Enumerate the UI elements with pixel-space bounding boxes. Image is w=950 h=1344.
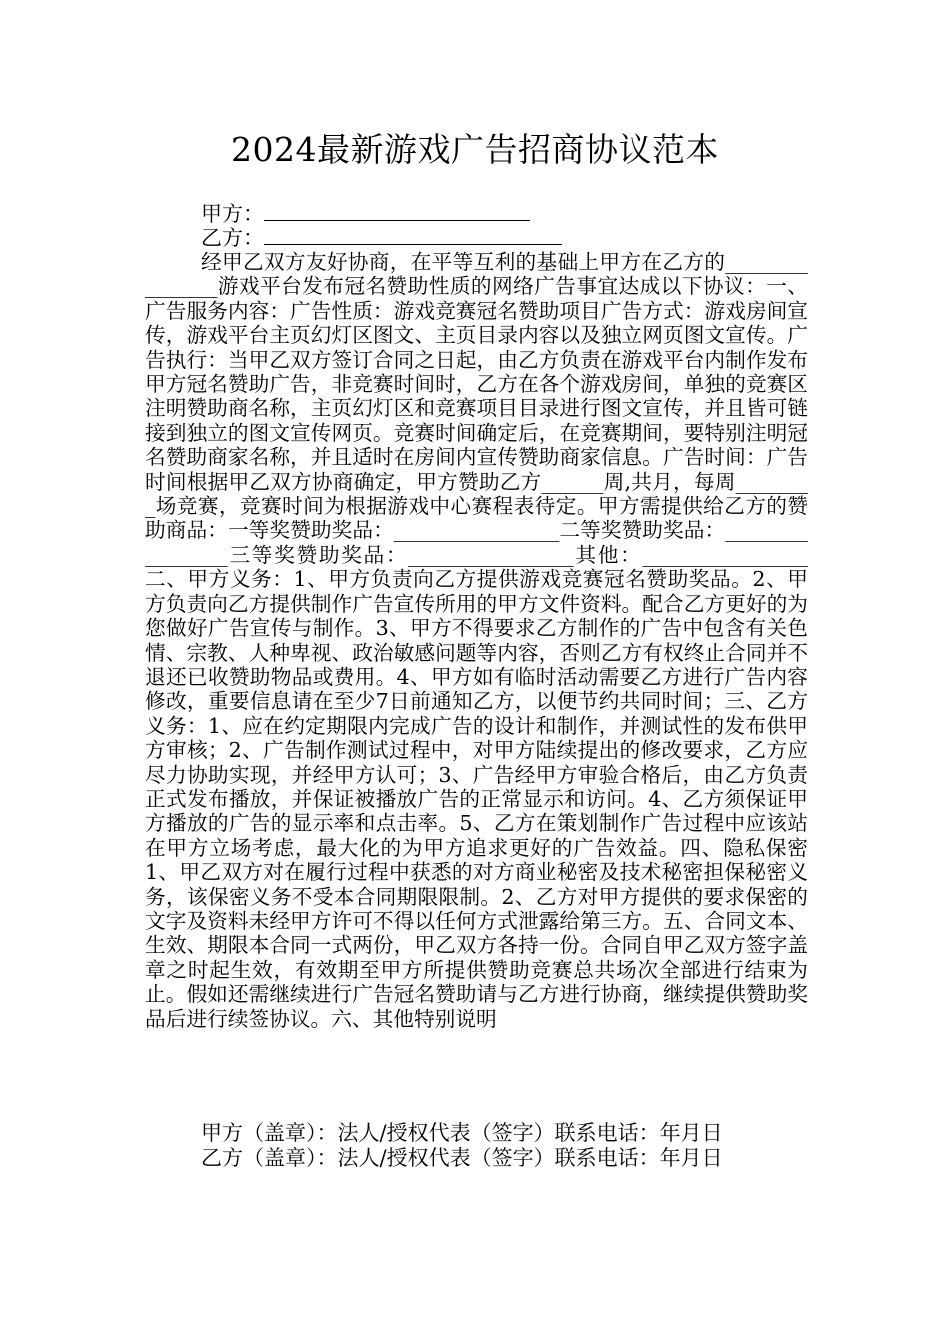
signature-line-b: 乙方（盖章）：法人/授权代表（签字）联系电话：年月日 [201,1146,723,1170]
signature-line-a: 甲方（盖章）：法人/授权代表（签字）联系电话：年月日 [201,1121,723,1145]
party-a-line [201,202,530,226]
party-a-label: 甲方： [201,202,264,226]
party-b-line [201,226,562,250]
party-b-blank [264,226,562,245]
party-a-blank [264,202,530,221]
document-title: 2024最新游戏广告招商协议范本 [231,130,719,169]
agreement-body: 经甲乙双方友好协商，在平等互利的基础上甲方在乙方的_______________游戏平台发布冠名赞助性质的网络广告事宜达成以下协议：一、广告服务内容：广告性质：游戏竞赛冠名赞助项目广告方式：游戏房间宣传，游戏平台主页幻灯区图文、主页目录内容以及独立网页图文宣传。广告执行：当甲乙双方签订合同之日起，由乙方负责在游戏平台内制作发布甲方冠名赞助广告，非竞赛时间时，乙方在各个游戏房间，单独的竞赛区注明赞助商名称，主页幻灯区和竞赛项目目录进行图文宣传，并且皆可链接到独立的图文宣传网页。竞赛时间确定后，在竞赛期间，要特别注明冠名赞助商家名称，并且适时在房间内宣传赞助商家信息。广告时间：广告时间根据甲乙双方协商确定，甲方赞助乙方______周,共月，每周________场竞赛，竞赛时间为根据游戏中心赛程表待定。甲方需提供给乙方的赞助商品：一等奖赞助奖品：________________二等奖赞助奖品：________________三等奖赞助奖品：________________其他：________________二、甲方义务：1、甲方负责向乙方提供游戏竞赛冠名赞助奖品。2、甲方负责向乙方提供制作广告宣传所用的甲方文件资料。配合乙方更好的为您做好广告宣传与制作。3、甲方不得要求乙方制作的广告中包含有关色情、宗教、人种卑视、政治敏感问题等内容，否则乙方有权终止合同并不退还已收赞助物品或费用。4、甲方如有临时活动需要乙方进行广告内容修改，重要信息请在至少7日前通知乙方，以便节约共同时间；三、乙方义务：1、应在约定期限内完成广告的设计和制作，并测试性的发布供甲方审核；2、广告制作测试过程中，对甲方陆续提出的修改要求，乙方应尽力协助实现，并经甲方认可；3、广告经甲方审验合格后，由乙方负责正式发布播放，并保证被播放广告的正常显示和访问。4、乙方须保证甲方播放的广告的显示率和点击率。5、乙方在策划制作广告过程中应该站在甲方立场考虑，最大化的为甲方追求更好的广告效益。四、隐私保密1、甲乙双方对在履行过程中获悉的对方商业秘密及技术秘密担保秘密义务，该保密义务不受本合同期限限制。2、乙方对甲方提供的要求保密的文字及资料未经甲方许可不得以任何方式泄露给第三方。五、合同文本、生效、期限本合同一式两份，甲乙双方各持一份。合同自甲乙双方签字盖章之时起生效，有效期至甲方所提供赞助竞赛总共场次全部进行结束为止。假如还需继续进行广告冠名赞助请与乙方进行协商，继续提供赞助奖品后进行续签协议。六、其他特别说明 [145,250,808,1031]
party-b-label: 乙方： [201,226,264,250]
